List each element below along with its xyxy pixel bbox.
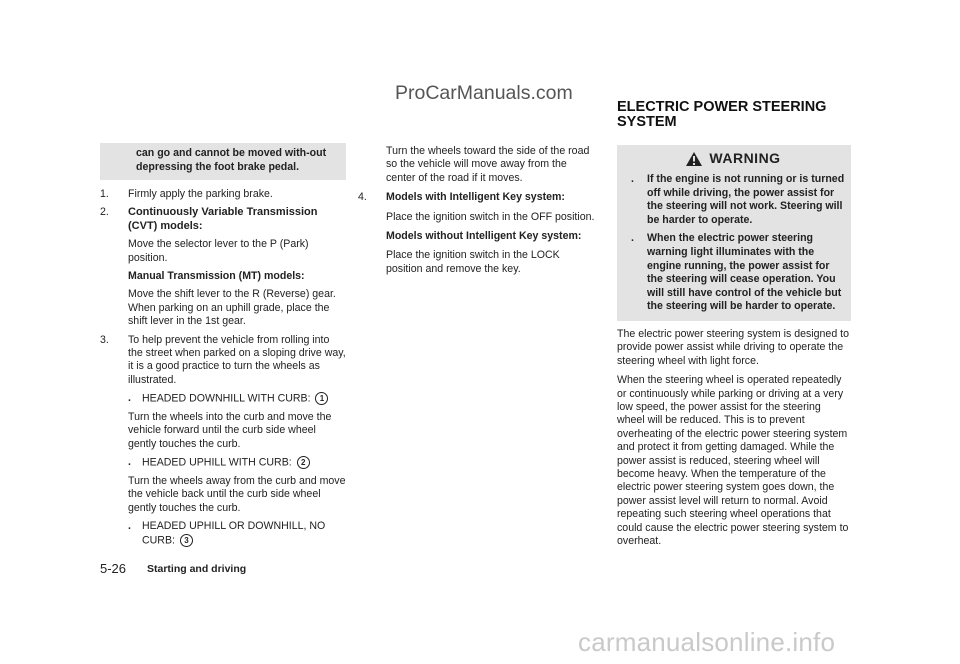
step-1 [100, 188, 346, 201]
step-4-heading: Models with Intelligent Key system: [386, 191, 565, 204]
step-2-heading: Continuously Variable Transmission (CVT) models: [128, 206, 318, 232]
paragraph-1: The electric power steering system is designed to provide power assist while driving to operate the steering wheel with light force. [617, 327, 849, 367]
no-key-text: Place the ignition switch in the LOCK position and remove the key. [386, 249, 560, 275]
warning-item-1 [621, 173, 845, 227]
warning-item-2 [621, 232, 845, 314]
downhill-curb-text: Turn the wheels into the curb and move the vehicle forward until the curb side wheel gently touches the curb. [128, 410, 332, 450]
bullet-marker: . [128, 520, 131, 533]
no-key-heading: Models without Intelligent Key system: [386, 230, 582, 243]
continued-text: Turn the wheels toward the side of the road so the vehicle will move away from the center of the road if it moves. [386, 145, 590, 184]
column-middle [358, 145, 599, 276]
column-right [617, 145, 851, 548]
page-number: 5-26 [100, 561, 127, 576]
section-title: ELECTRIC POWER STEERING SYSTEM [617, 99, 827, 130]
mt-heading: Manual Transmission (MT) models: [128, 270, 305, 283]
footer-section-label: Starting and driving [147, 563, 247, 575]
callout-1-icon: 1 [315, 392, 328, 405]
callout-3-icon: 3 [180, 534, 193, 547]
warning-box [617, 145, 851, 321]
bullet-marker: . [128, 456, 131, 469]
step-2-text: Move the selector lever to the P (Park) position. [128, 238, 309, 264]
step-3 [100, 334, 346, 388]
column-left [100, 143, 346, 547]
bullet-marker: . [128, 392, 131, 405]
step-2 [100, 206, 346, 233]
step-1-text: Firmly apply the parking brake. [128, 188, 273, 200]
step-1-number: 1. [100, 188, 109, 200]
warning-icon [685, 151, 703, 167]
continued-caution-box [100, 143, 346, 180]
warning-item-2-text: When the electric power steering warning light illuminates with the engine running, the power assist for the steering will cease operation. You will still have control of the vehicle but the steering will be harder to operate. [647, 232, 842, 313]
warning-marker: . [631, 173, 634, 185]
step-3-text: To help prevent the vehicle from rolling into the street when parked on a sloping drive way, it is a good practice to turn the wheels as illustrated. [128, 333, 346, 386]
bullet-downhill-curb-label: HEADED DOWNHILL WITH CURB: [142, 392, 311, 405]
step-4-text: Place the ignition switch in the OFF position. [386, 210, 595, 223]
warning-title: WARNING [709, 150, 781, 167]
bullet-downhill-curb [100, 392, 346, 406]
bullet-uphill-curb [100, 456, 346, 470]
uphill-curb-text: Turn the wheels away from the curb and move the vehicle back until the curb side wheel gently touches the curb. [128, 474, 346, 514]
warning-item-1-text: If the engine is not running or is turned off while driving, the power assist for the steering will not work. Steering will be harder to operate. [647, 173, 845, 226]
paragraph-2: When the steering wheel is operated repeatedly or continuously while parking or driving at a very low speed, the power assist for the steering wheel will be reduced. This is to prevent overheating of the electric power steering system and protect it from getting damaged. While the power assist is reduced, steering wheel will become heavy. When the temperature of the electric power steering system goes down, the power assist level will return to normal. Avoid repeating such steering wheel operations that could cause the electric power steering system to overheat. [617, 374, 849, 548]
warning-marker: . [631, 232, 634, 245]
step-4 [358, 191, 599, 204]
bullet-no-curb [100, 520, 346, 547]
callout-2-icon: 2 [297, 456, 310, 469]
step-2-number: 2. [100, 206, 109, 219]
step-3-number: 3. [100, 333, 109, 346]
bullet-no-curb-label: HEADED UPHILL OR DOWNHILL, NO CURB: [142, 520, 326, 546]
watermark-carmanualsonline: carmanualsonline.info [578, 627, 836, 657]
warning-header [621, 151, 845, 167]
bullet-uphill-curb-label: HEADED UPHILL WITH CURB: [142, 456, 292, 469]
continued-caution-text: can go and cannot be moved with-out depressing the foot brake pedal. [136, 147, 327, 173]
step-4-number: 4. [358, 191, 367, 204]
watermark-procarmanuals: ProCarManuals.com [395, 82, 573, 104]
mt-text: Move the shift lever to the R (Reverse) gear. When parking on an uphill grade, place the shift lever in the 1st gear. [128, 288, 336, 328]
